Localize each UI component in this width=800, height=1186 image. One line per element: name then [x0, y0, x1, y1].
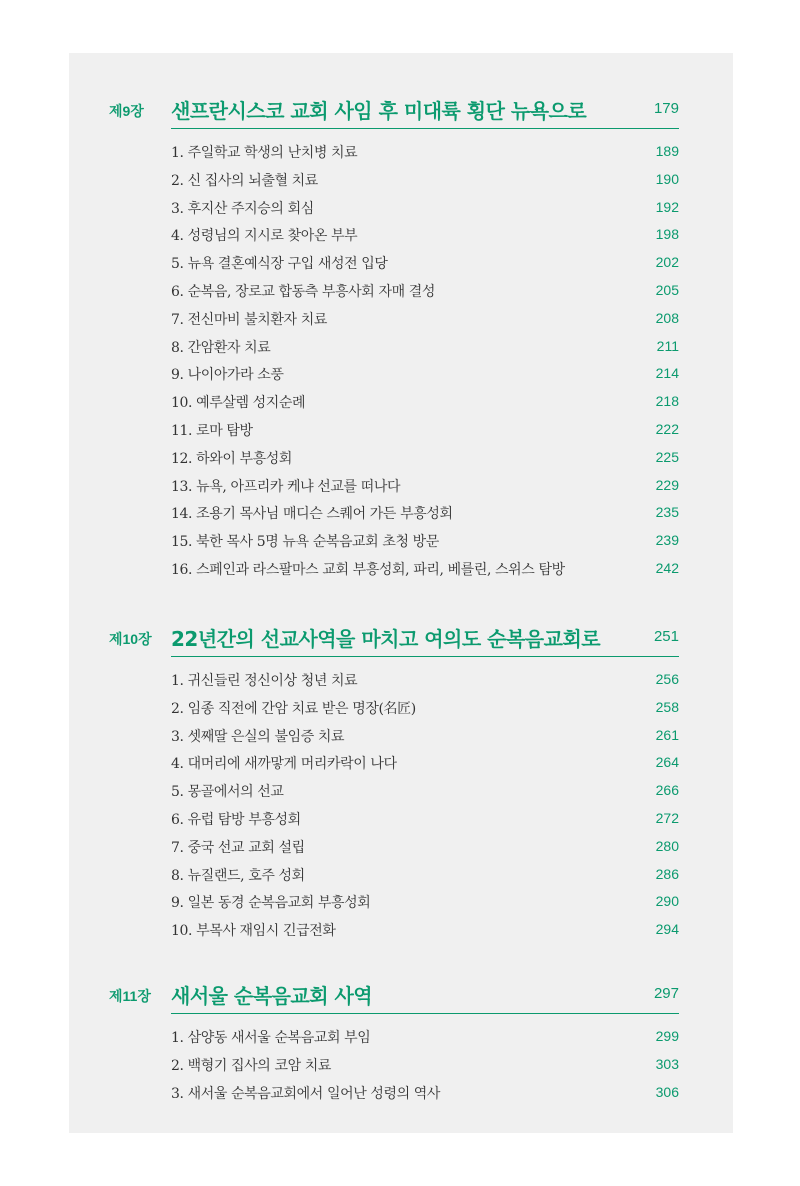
- toc-entry[interactable]: [69, 306, 733, 334]
- toc-entry-page: 229: [655, 476, 679, 493]
- toc-entry[interactable]: [69, 889, 733, 917]
- toc-entry[interactable]: [69, 834, 733, 862]
- toc-entry-title: 2. 백형기 집사의 코암 치료: [171, 1057, 331, 1074]
- toc-entry[interactable]: [69, 528, 733, 556]
- chapter-rule: [171, 128, 679, 129]
- toc-entry[interactable]: [69, 389, 733, 417]
- toc-entry-title: 2. 임종 직전에 간암 치료 받은 명장(名匠): [171, 700, 416, 717]
- toc-entry-page: 205: [655, 281, 679, 298]
- toc-entry[interactable]: [69, 723, 733, 751]
- toc-entry[interactable]: [69, 500, 733, 528]
- toc-entry-page: 264: [655, 754, 679, 771]
- toc-entry-page: 218: [655, 393, 679, 410]
- chapter-header: [69, 93, 733, 133]
- toc-entry-page: 198: [655, 226, 679, 243]
- chapter-item-list: [69, 1024, 733, 1107]
- toc-entry[interactable]: [69, 556, 733, 584]
- toc-entry-title: 8. 간암환자 치료: [171, 339, 271, 356]
- toc-page: [69, 53, 733, 1133]
- toc-entry[interactable]: [69, 667, 733, 695]
- toc-entry-page: 294: [655, 921, 679, 938]
- toc-entry[interactable]: [69, 250, 733, 278]
- toc-entry-title: 5. 뉴욕 결혼예식장 구입 새성전 입당: [171, 256, 388, 273]
- toc-entry-page: 286: [655, 865, 679, 882]
- toc-entry[interactable]: [69, 1080, 733, 1108]
- toc-entry-title: 10. 부목사 재임시 긴급전화: [171, 923, 336, 940]
- toc-entry[interactable]: [69, 1052, 733, 1080]
- toc-entry-page: 266: [655, 782, 679, 799]
- toc-entry[interactable]: [69, 195, 733, 223]
- toc-entry-title: 6. 유럽 탐방 부흥성회: [171, 811, 301, 828]
- toc-entry[interactable]: [69, 334, 733, 362]
- chapter-title: 22년간의 선교사역을 마치고 여의도 순복음교회로: [171, 627, 601, 651]
- toc-entry-page: 222: [655, 420, 679, 437]
- chapter-page-number: 251: [653, 628, 679, 645]
- toc-entry[interactable]: [69, 361, 733, 389]
- toc-entry-page: 272: [655, 809, 679, 826]
- chapter-rule: [171, 656, 679, 657]
- toc-entry[interactable]: [69, 139, 733, 167]
- toc-entry-title: 3. 후지산 주지승의 회심: [171, 200, 314, 217]
- toc-entry[interactable]: [69, 862, 733, 890]
- toc-entry-page: 258: [655, 698, 679, 715]
- toc-entry-title: 11. 로마 탐방: [171, 422, 253, 439]
- toc-entry[interactable]: [69, 806, 733, 834]
- toc-entry-title: 7. 전신마비 불치환자 치료: [171, 311, 327, 328]
- chapter-title: 새서울 순복음교회 사역: [171, 984, 373, 1008]
- toc-entry-page: 202: [655, 254, 679, 271]
- toc-entry-page: 306: [655, 1083, 679, 1100]
- toc-entry-page: 208: [655, 309, 679, 326]
- toc-entry[interactable]: [69, 1024, 733, 1052]
- chapter-number: 제9장: [109, 103, 144, 119]
- toc-entry[interactable]: [69, 778, 733, 806]
- toc-entry-page: 299: [655, 1028, 679, 1044]
- toc-entry-title: 1. 귀신들린 정신이상 청년 치료: [171, 673, 358, 689]
- toc-entry-page: 190: [655, 170, 679, 187]
- toc-entry-page: 239: [655, 532, 679, 549]
- toc-entry-title: 3. 셋째딸 은실의 불임증 치료: [171, 728, 345, 745]
- toc-entry[interactable]: [69, 167, 733, 195]
- toc-entry[interactable]: [69, 695, 733, 723]
- toc-entry-title: 9. 나이아가라 소풍: [171, 367, 284, 384]
- toc-entry-title: 1. 주일학교 학생의 난치병 치료: [171, 145, 358, 161]
- toc-entry-page: 192: [655, 198, 679, 215]
- chapter-page-number: 297: [653, 985, 679, 1002]
- chapter-title: 샌프란시스코 교회 사임 후 미대륙 횡단 뉴욕으로: [171, 99, 587, 123]
- toc-entry-page: 242: [655, 559, 679, 576]
- toc-entry-page: 235: [655, 504, 679, 521]
- toc-entry[interactable]: [69, 917, 733, 945]
- toc-entry-title: 3. 새서울 순복음교회에서 일어난 성령의 역사: [171, 1085, 441, 1102]
- toc-entry[interactable]: [69, 473, 733, 501]
- chapter-header: [69, 978, 733, 1018]
- chapter-number: 제10장: [109, 631, 152, 647]
- toc-entry[interactable]: [69, 222, 733, 250]
- toc-entry-title: 16. 스페인과 라스팔마스 교회 부흥성회, 파리, 베를린, 스위스 탐방: [171, 561, 565, 578]
- toc-entry-page: 211: [656, 337, 679, 354]
- toc-entry-title: 14. 조용기 목사님 매디슨 스퀘어 가든 부흥성회: [171, 506, 453, 523]
- toc-entry[interactable]: [69, 750, 733, 778]
- toc-entry[interactable]: [69, 417, 733, 445]
- toc-entry-page: 225: [655, 448, 679, 465]
- toc-entry-page: 290: [655, 893, 679, 910]
- toc-entry-title: 9. 일본 동경 순복음교회 부흥성회: [171, 895, 371, 912]
- toc-entry-title: 8. 뉴질랜드, 호주 성회: [171, 867, 305, 884]
- chapter-header: [69, 621, 733, 661]
- toc-entry-page: 256: [655, 671, 679, 687]
- chapter-rule: [171, 1013, 679, 1014]
- toc-entry-title: 5. 몽골에서의 선교: [171, 784, 284, 801]
- toc-entry-page: 261: [655, 726, 679, 743]
- toc-entry-page: 189: [655, 143, 679, 159]
- toc-entry-title: 15. 북한 목사 5명 뉴욕 순복음교회 초청 방문: [171, 534, 439, 551]
- toc-entry-title: 2. 신 집사의 뇌출혈 치료: [171, 172, 318, 189]
- toc-entry[interactable]: [69, 278, 733, 306]
- chapter-item-list: [69, 139, 733, 584]
- chapter-item-list: [69, 667, 733, 945]
- toc-entry-title: 4. 성령님의 지시로 찾아온 부부: [171, 228, 358, 245]
- toc-entry-title: 7. 중국 선교 교회 설립: [171, 839, 305, 856]
- toc-entry[interactable]: [69, 445, 733, 473]
- chapter-page-number: 179: [653, 100, 679, 117]
- toc-entry-title: 12. 하와이 부흥성회: [171, 450, 293, 467]
- chapter-number: 제11장: [109, 988, 151, 1004]
- toc-entry-title: 4. 대머리에 새까맣게 머리카락이 나다: [171, 756, 397, 773]
- toc-entry-title: 1. 삼양동 새서울 순복음교회 부임: [171, 1030, 371, 1046]
- toc-entry-page: 214: [655, 365, 679, 382]
- toc-entry-title: 10. 예루살렘 성지순례: [171, 395, 306, 412]
- toc-entry-page: 303: [655, 1055, 679, 1072]
- toc-entry-title: 6. 순복음, 장로교 합동측 부흥사회 자매 결성: [171, 283, 436, 300]
- toc-entry-page: 280: [655, 837, 679, 854]
- toc-entry-title: 13. 뉴욕, 아프리카 케냐 선교를 떠나다: [171, 478, 401, 495]
